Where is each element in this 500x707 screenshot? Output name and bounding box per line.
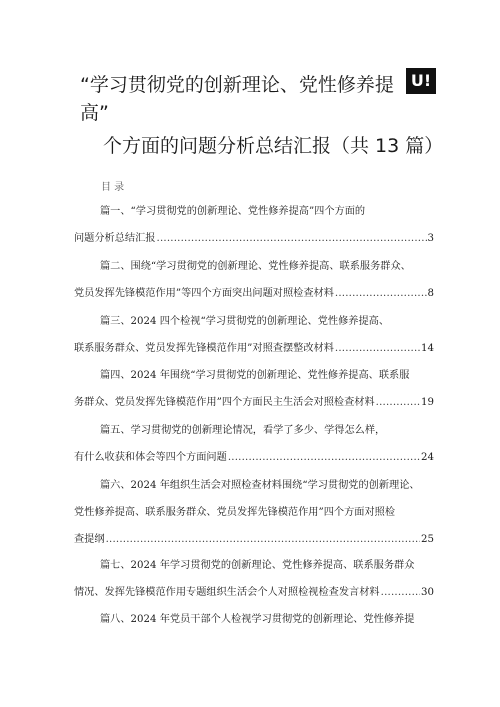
toc-entry-text: 查提纲 — [74, 534, 105, 545]
toc-page-number: 8 — [427, 288, 434, 299]
document-title-line-3: 个方面的问题分析总结汇报（共 13 篇） — [103, 135, 444, 157]
toc-page-number: 25 — [421, 534, 434, 545]
toc-entry-text: 问题分析总结汇报 — [74, 233, 156, 244]
document-title-line-2: 高” — [80, 102, 109, 124]
toc-heading: 目 录 — [101, 182, 125, 193]
toc-entry-6-line-1: 篇六、2024 年组织生活会对照检查材料围绕“学习贯彻党的创新理论、 — [100, 480, 420, 491]
toc-entry-7-link[interactable] — [74, 585, 434, 601]
toc-entry-text: 有什么收获和体会等四个方面问题 — [74, 452, 227, 463]
toc-leader-dots — [376, 395, 420, 411]
toc-entry-2-link[interactable] — [74, 286, 434, 302]
toc-leader-dots — [335, 286, 427, 302]
toc-entry-5-line-1: 篇五、学习贯彻党的创新理论情况，看学了多少、学得怎么样， — [100, 425, 386, 436]
toc-entry-6-link[interactable] — [74, 532, 434, 548]
toc-entry-4-line-1: 篇四、2024 年围绕“学习贯彻党的创新理论、党性修养提高、联系服 — [100, 370, 410, 381]
toc-page-number: 24 — [421, 452, 434, 463]
toc-page-number: 30 — [421, 587, 434, 598]
toc-leader-dots — [106, 532, 420, 548]
toc-entry-text: 情况、发挥先锋模范作用专题组织生活会个人对照检视检查发言材料 — [74, 587, 380, 598]
toc-entry-1-line-1: 篇一、“学习贯彻党的创新理论、党性修养提高”四个方面的 — [100, 206, 366, 217]
toc-entry-4-link[interactable] — [74, 395, 434, 411]
logo-badge: U! — [406, 68, 436, 94]
toc-entry-2-line-1: 篇二、围绕“学习贯彻党的创新理论、党性修养提高、联系服务群众、 — [100, 261, 411, 272]
toc-entry-8-line-1: 篇八、2024 年党员干部个人检视学习贯彻党的创新理论、党性修养提 — [100, 614, 415, 625]
toc-entry-3-line-1: 篇三、2024 四个检视“学习贯彻党的创新理论、党性修养提高、 — [100, 316, 390, 327]
toc-page-number: 19 — [421, 397, 434, 408]
toc-entry-5-link[interactable] — [74, 450, 434, 466]
toc-leader-dots — [335, 341, 420, 357]
toc-entry-7-line-1: 篇七、2024 年学习贯彻党的创新理论、党性修养提高、联系服务群众 — [100, 560, 415, 571]
toc-entry-1-link[interactable] — [74, 231, 434, 247]
toc-page-number: 14 — [421, 343, 434, 354]
toc-page-number: 3 — [427, 233, 434, 244]
document-title-line-1: “学习贯彻党的创新理论、党性修养提 — [80, 74, 394, 96]
toc-entry-text: 联系服务群众、党员发挥先锋模范作用”对照查摆整改材料 — [74, 343, 334, 354]
toc-entry-text: 党员发挥先锋模范作用”等四个方面突出问题对照检查材料 — [74, 288, 334, 299]
toc-entry-text: 务群众、党员发挥先锋模范作用”四个方面民主生活会对照检查材料 — [74, 397, 375, 408]
toc-leader-dots — [228, 450, 420, 466]
toc-leader-dots — [157, 231, 427, 247]
toc-leader-dots — [381, 585, 420, 601]
toc-entry-3-link[interactable] — [74, 341, 434, 357]
toc-entry-6-line-2: 党性修养提高、联系服务群众、党员发挥先锋模范作用”四个方面对照检 — [74, 507, 396, 518]
